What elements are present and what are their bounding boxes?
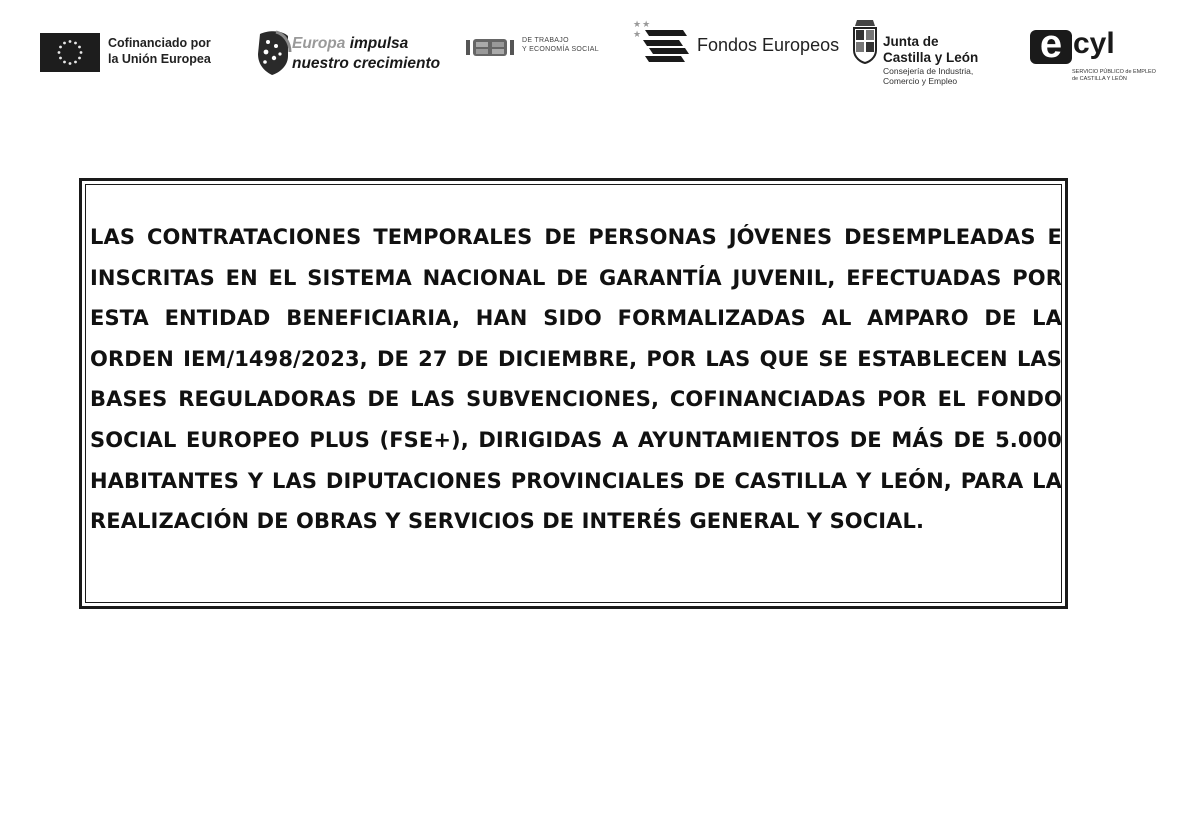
junta-consejeria: Consejería de Industria, Comercio y Empleo xyxy=(883,66,974,86)
junta-name: Junta de Castilla y León xyxy=(883,34,979,65)
ecyl-subtitle: SERVICIO PÚBLICO de EMPLEO de CASTILLA Y LEÓN xyxy=(1072,69,1156,82)
castilla-leon-shield-icon xyxy=(851,18,879,64)
stars-icon: ★★ ★ xyxy=(633,20,652,40)
ministerio-text: DE TRABAJO Y ECONOMÍA SOCIAL xyxy=(522,37,599,53)
notice-box xyxy=(79,178,1068,609)
fondos-europeos-text: Fondos Europeos xyxy=(697,35,840,55)
notice-text: LAS CONTRATACIONES TEMPORALES DE PERSONAS JÓVENES DESEMPLEADAS E INSCRITAS EN EL SISTEMA NACIONAL DE GARANTÍA JUVENIL, EFECTUADAS POR ESTA ENTIDAD BENEFICIARIA, HAN SIDO FORMALIZADAS AL AMPARO DE LA ORDEN IEM/1498/2023, DE 27 DE DICIEMBRE, POR LAS QUE SE ESTABLECEN LAS BASES REGULADORAS DE LAS SUBVENCIONES, COFINANCIADAS POR EL FONDO SOCIAL EUROPEO PLUS (FSE+), DIRIGIDAS A AYUNTAMIENTOS DE MÁS DE 5.000 HABITANTES Y LAS DIPUTACIONES PROVINCIALES DE CASTILLA Y LEÓN, PARA LA REALIZACIÓN DE OBRAS Y SERVICIOS DE INTERÉS GENERAL Y SOCIAL. xyxy=(90,225,1062,534)
ecyl-mark: e xyxy=(1039,22,1063,66)
europa-impulsa-emblem-icon xyxy=(254,28,292,76)
ecyl-text: cyl xyxy=(1073,27,1115,60)
spain-government-shield-icon xyxy=(466,37,514,57)
spain-flag-icon xyxy=(643,28,689,64)
eu-flag-icon xyxy=(40,33,100,72)
logo-bar xyxy=(0,0,1178,100)
europa-impulsa-text: Europa impulsa nuestro crecimiento xyxy=(292,35,441,72)
eu-logo-text: Cofinanciado por la Unión Europea xyxy=(108,36,211,66)
